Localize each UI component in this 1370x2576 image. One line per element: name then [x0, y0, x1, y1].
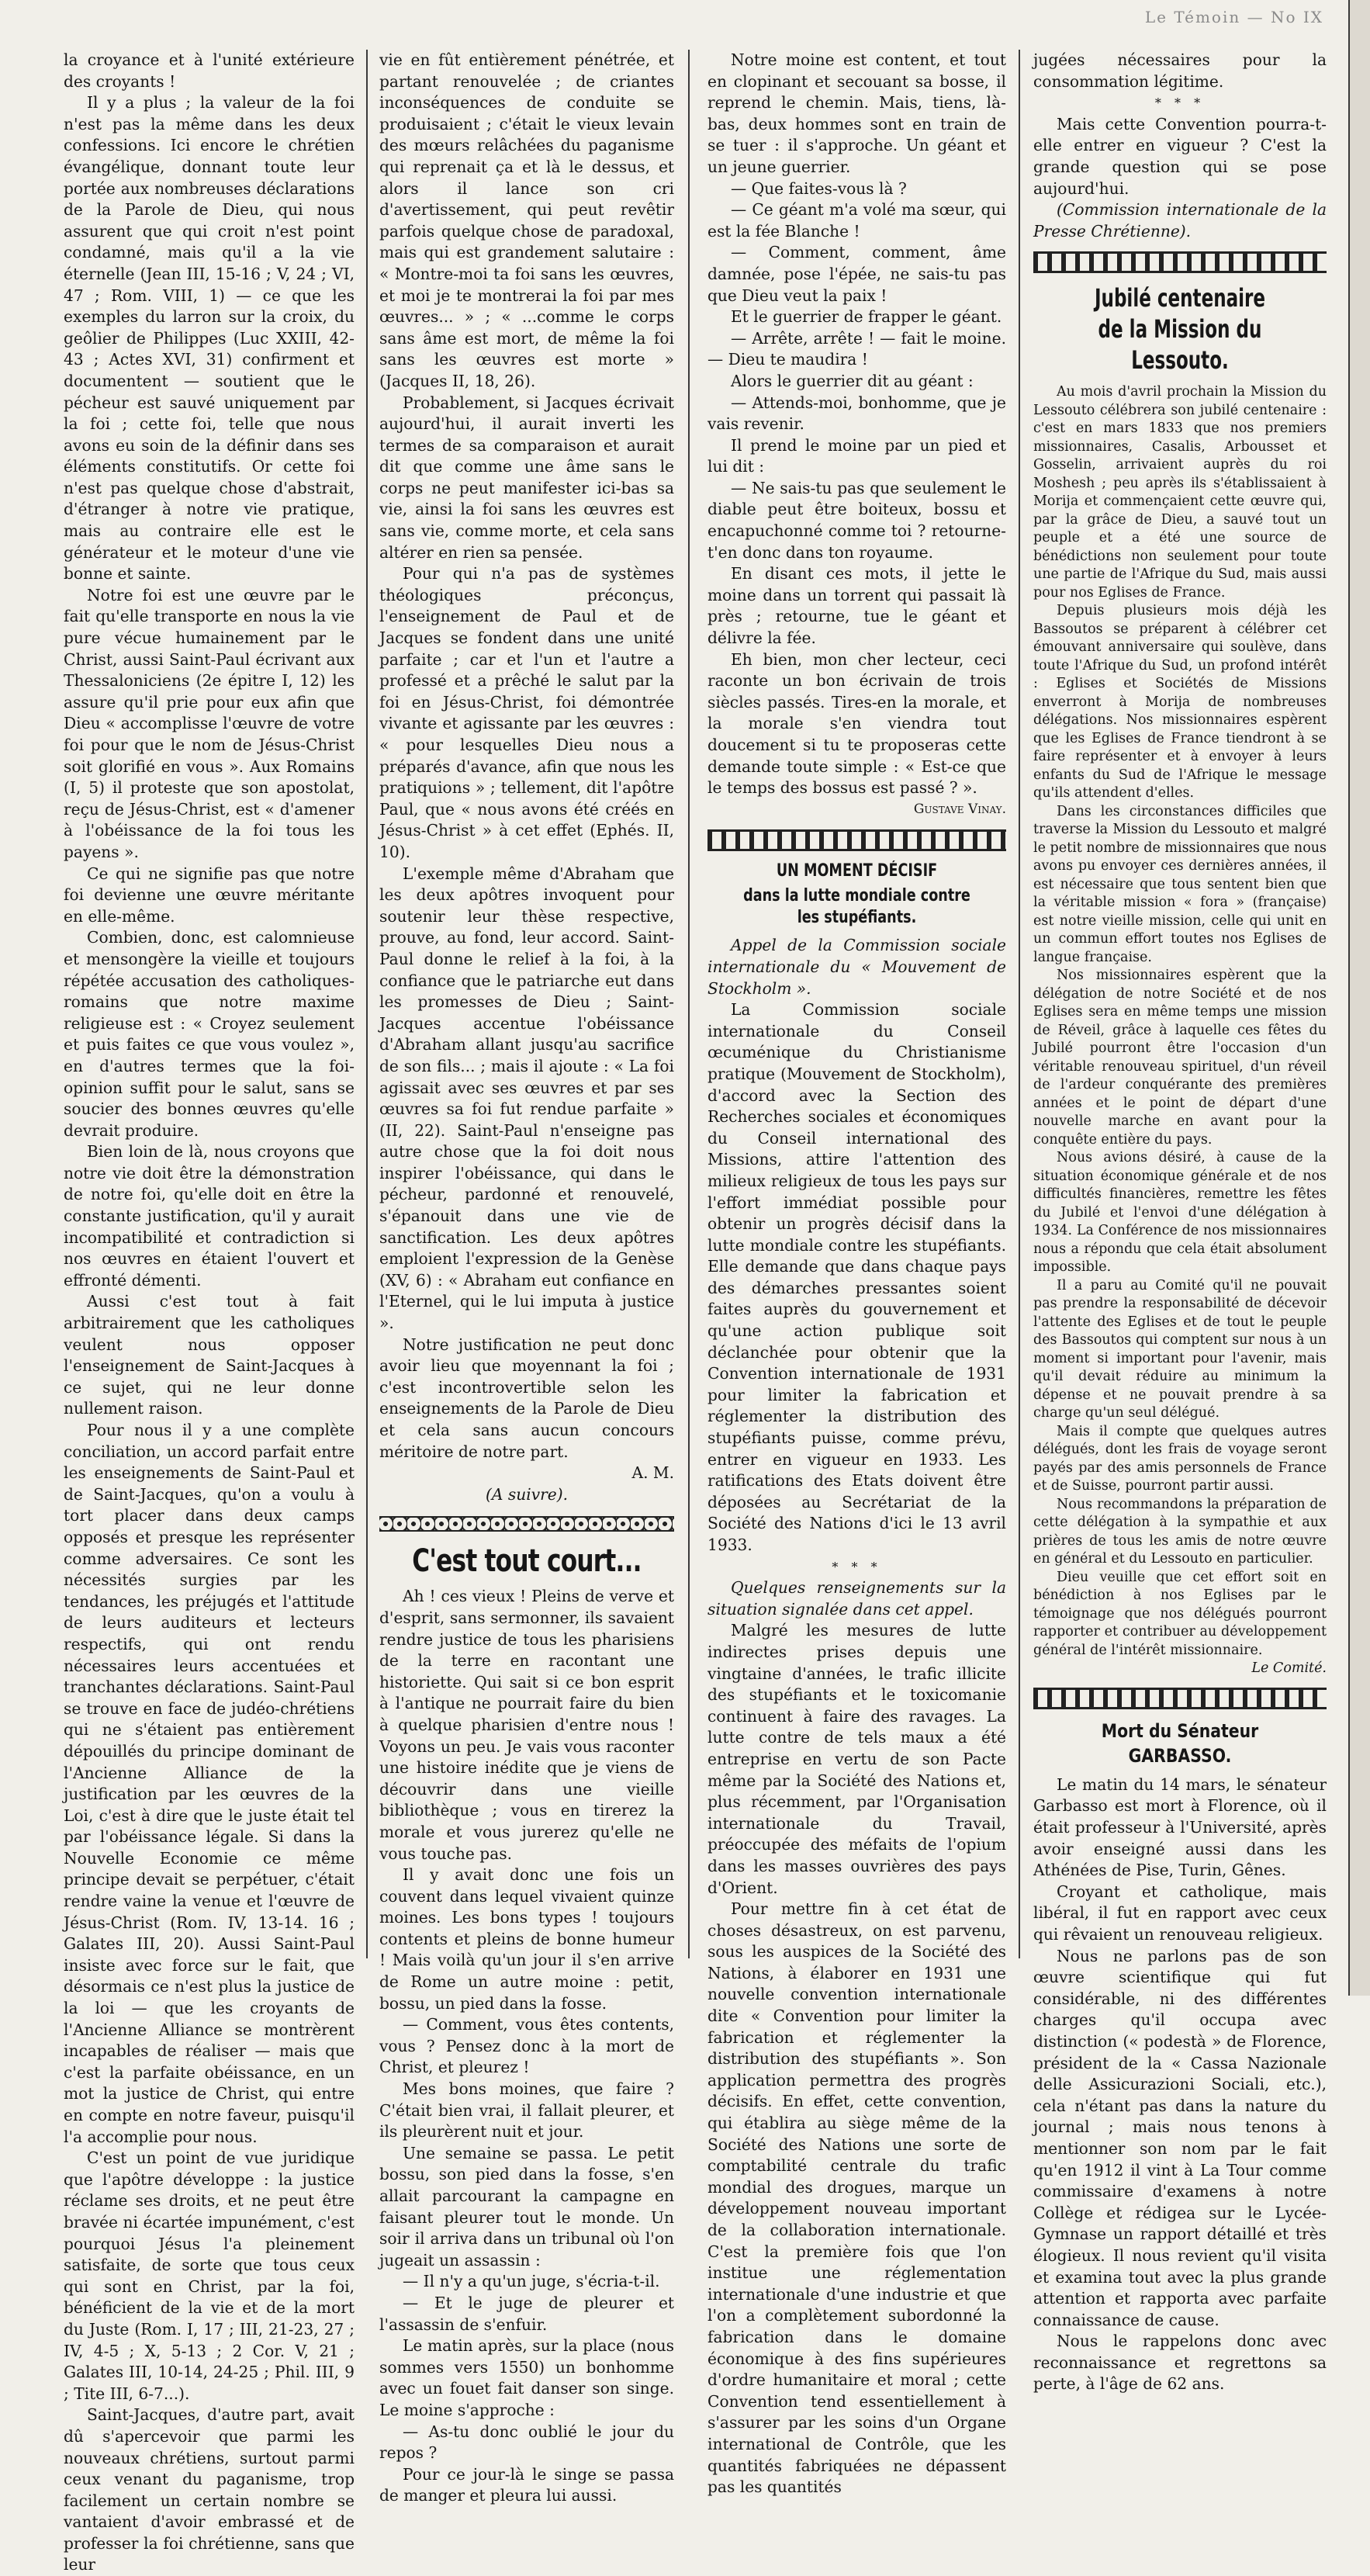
running-head: Le Témoin — No IX [1144, 8, 1323, 26]
column-3 [707, 50, 1006, 2497]
paragraph: Notre justification ne peut donc avoir lieu que moyennant la foi ; c'est incontrovertible selon les enseignements de la Parole de Dieu et cela sans aucun concours méritoire de notre part. [379, 1335, 674, 1461]
ornament-divider [1033, 251, 1327, 273]
paragraph: Nous ne parlons pas de son œuvre scientifique qui fut considérable, ni des différentes charges qu'il occupa avec distinction (« podestà » de Florence, président de la « Cassa Nazionale delle Assicurazioni Sociali, etc.), cela n'étant pas dans la nature du journal ; mais nous tenons à mentionner son nom par le fait qu'en 1912 il vint à La Tour comme commissaire d'examens à notre Collège et rédigea sur le Lycée-Gymnase un rapport détaillé et très élogieux. Il nous revient qu'il visita et examina tout avec la plus grande attention et rapporta avec parfaite connaissance de cause. [1033, 1946, 1327, 2329]
paragraph: — Comment, comment, âme damnée, pose l'épée, ne sais-tu pas que Dieu veut la paix ! [707, 243, 1006, 305]
section-stars: * * * [1154, 95, 1206, 111]
paragraph: Pour ce jour-là le singe se passa de manger et pleura lui aussi. [379, 2464, 674, 2505]
paragraph: Bien loin de là, nous croyons que notre vie doit être la démonstration de notre foi, qu'elle doit en être la constante justification, qu'il y aurait incompatibilité et contradiction si nos œuvres en étaient l'ouvert et effronté démenti. [64, 1142, 355, 1290]
paragraph: Alors le guerrier dit au géant : [731, 371, 974, 390]
paragraph: Mais cette Convention pourra-t-elle entrer en vigueur ? C'est la grande question qui se pose aujourd'hui. [1033, 114, 1327, 198]
paragraph: La Commission sociale internationale du Conseil œcuménique du Christianisme pratique (Mouvement de Stockholm), d'accord avec la Section des Recherches sociales et économiques du Conseil international des Missions, attire l'attention des milieux religieux de tous les pays sur l'effort immédiat possible pour obtenir un progrès décisif dans la lutte mondiale contre les stupéfiants. Elle demande que dans chaque pays des démarches pressantes soient faites auprès du gouvernement et qu'une action publique soit déclanchée pour obtenir que la Convention internationale de 1931 pour limiter la fabrication et réglementer la distribution des stupéfiants puisse, comme prévu, entrer en vigueur en 1933. Les ratifications des Etats doivent être déposées au Secrétariat de la Société des Nations d'ici le 13 avril 1933. [707, 1000, 1006, 1554]
paragraph: Croyant et catholique, mais libéral, il fut en rapport avec ceux qui rêvaient un renouveau religieux. [1033, 1882, 1327, 1944]
paragraph: — Et le juge de pleurer et l'assassin de s'enfuir. [379, 2293, 674, 2334]
paragraph: Le matin après, sur la place (nous sommes vers 1550) un bonhomme avec un fouet fait danser son singe. Le moine s'approche : [379, 2336, 674, 2419]
paragraph: Pour mettre fin à cet état de choses désastreux, on est parvenu, sous les auspices de la Société des Nations, à élaborer en 1931 une nouvelle convention internationale dite « Convention pour limiter la fabrication et réglementer la distribution des stupéfiants ». Son application permettra des progrès décisifs. En effet, cette convention, qui établira au siège même de la Société des Nations une sorte de comptabilité centrale du trafic mondial des drogues, marque un développement nouveau important de la collaboration internationale. C'est la première fois que l'on institue une réglementation internationale d'une industrie et que l'on a complètement subordonné la fabrication dans le domaine économique à des fins supérieures d'ordre humanitaire et moral ; cette Convention tend essentiellement à s'assurer par les soins d'un Organe international de Contrôle, que les quantités fabriquées ne dépassent pas les quantités [707, 1899, 1006, 2497]
paragraph: jugées nécessaires pour la consommation légitime. [1033, 50, 1327, 91]
paragraph: vie en fût entièrement pénétrée, et partant renouvelée ; de criantes inconséquences de conduite se produisaient ; c'était le vieux levain des mœurs relâchées du paganisme qui reprenait ça et là le dessus, et alors il lance son cri d'avertissement, qui peut revêtir parfois quelque chose de paradoxal, mais qui est grandement salutaire : « Montre-moi ta foi sans les œuvres, et moi je te montrerai la foi par mes œuvres... » ; « ...comme le corps sans âme est mort, de même la foi sans les œuvres est morte » (Jacques II, 18, 26). [379, 50, 674, 390]
paragraph: Et le guerrier de frapper le géant. [731, 307, 1002, 327]
paragraph: Malgré les mesures de lutte indirectes prises depuis une vingtaine d'années, le trafic illicite des stupéfiants et le toxicomanie continuent à faire des ravages. La lutte contre de tels maux a été entreprise en vertu de son Pacte même par la Société des Nations et, plus récemment, par l'Organisation internationale du Travail, préoccupée des méfaits de l'opium dans les masses ouvrières des pays d'Orient. [707, 1621, 1006, 1897]
article-title: UN MOMENT DÉCISIF [776, 861, 938, 881]
paragraph: Nous le rappelons donc avec reconnaissance et regrettons sa perte, à l'âge de 62 ans. [1033, 2332, 1327, 2394]
section-stars: * * * [832, 1559, 882, 1574]
ornament-divider [379, 1516, 674, 1532]
article-title: Jubilé centenaire [1094, 283, 1266, 313]
paragraph: Il a paru au Comité qu'il ne pouvait pas prendre la responsabilité de décevoir l'attente des Eglises et de tout le peuple des Bassoutos qui comptent sur nous à un moment si important pour l'avenir, mais qu'il devait réduire au minimum la dépense et ne pouvait prendre à sa charge qu'un seul délégué. [1033, 1277, 1327, 1421]
paragraph: — As-tu donc oublié le jour du repos ? [379, 2422, 674, 2463]
article-title-line-2: de la Mission du Lessouto. [1098, 314, 1262, 376]
info-caption: Quelques renseignements sur la situation signalée dans cet appel. [707, 1578, 1006, 1619]
column-2 [379, 50, 674, 2505]
paragraph: Eh bien, mon cher lecteur, ceci raconte un bon écrivain de trois siècles passés. Tires-en la morale, et la morale s'en viendra tout doucement si tu te proposeras cette demande toute simple : « Est-ce que le temps des bossus est passé ? ». [707, 649, 1006, 798]
paragraph: Nos missionnaires espèrent que la délégation de notre Société et de nos Eglises sera en même temps une mission de Réveil, grâce à laquelle ces fêtes du Jubilé pourront être l'occasion d'un véritable renouveau spirituel, d'un réveil de l'ardeur conquérante des premières années et le point de départ d'une nouvelle marche en avant pour la conquête entière du pays. [1033, 968, 1327, 1148]
paragraph: Dans les circonstances difficiles que traverse la Mission du Lessouto et malgré le petit nombre de missionnaires que nous avons pu envoyer ces dernières années, il est nécessaire que tous sentent bien que la véritable mission « fora » (française) est notre vieille mission, celle qui unit en un commun effort toutes nos Eglises de langue française. [1033, 803, 1327, 965]
paragraph: Une semaine se passa. Le petit bossu, son pied dans la fosse, s'en allait parcourant la campagne en faisant pleurer tout le monde. Un soir il arriva dans un tribunal où l'on jugeait un assassin : [379, 2143, 674, 2270]
paragraph: Probablement, si Jacques écrivait aujourd'hui, il aurait inverti les termes de sa comparaison et aurait dit que comme une âme sans le corps ne peut manifester ici-bas sa vie, ainsi la foi sans les œuvres est sans vie, comme morte, et cela sans altérer en rien sa pensée. [379, 393, 674, 562]
paragraph: Ah ! ces vieux ! Pleins de verve et d'esprit, sans sermonner, ils savaient rendre justice de tous les pharisiens de la terre en racontant une historiette. Qui sait si ce bon esprit à l'antique ne pourrait faire du bien à quelque pharisien d'entre nous ! Voyons un peu. Je vais vous raconter une histoire inédite que je viens de découvrir dans une vieille bibliothèque ; vous en tirerez la morale et vous jurerez qu'elle ne vous touche pas. [379, 1587, 674, 1863]
author-signature: Gustave Vinay. [913, 801, 1006, 817]
paragraph: En disant ces mots, il jette le moine dans un torrent qui passait là près ; retourne, tue le géant et délivre la fée. [707, 564, 1006, 648]
paragraph: — Attends-moi, bonhomme, que je vais revenir. [707, 393, 1006, 434]
page-edge [1348, 0, 1370, 1996]
paragraph: C'est un point de vue juridique que l'apôtre développe : la justice réclame ses droits, et ne peut être bravée ni écartée impunément, c'est pourquoi Jésus l'a pleinement satisfaite, de sorte que tous ceux qui sont en Christ, par la foi, bénéficient de la vie et de la mort du Juste (Rom. I, 17 ; III, 21-23, 27 ; IV, 4-5 ; X, 5-13 ; 2 Cor. V, 21 ; Galates III, 10-14, 24-25 ; Phil. III, 9 ; Tite III, 6-7...). [64, 2148, 355, 2403]
ornament-divider [1033, 1688, 1327, 1709]
paragraph: Pour nous il y a une complète conciliation, un accord parfait entre les enseignements de Saint-Paul et de Saint-Jacques, qu'on a voulu à tort placer dans deux camps opposés et presque les représenter comme adversaires. Ce sont les nécessités surgies par les tendances, les préjugés et l'attitude de leurs auditeurs et lecteurs respectifs, qui ont rendu nécessaires leurs accentuées et tranchantes déclarations. Saint-Paul se trouve en face de judéo-chrétiens qui ne s'étaient pas entièrement dépouillés du principe dominant de l'Ancienne Alliance de la justification par les œuvres de la Loi, c'est à dire que le juste était tel par l'obéissance légale. Si dans la Nouvelle Economie ce même principe devait se perpétuer, c'était rendre vaine la venue et l'œuvre de Jésus-Christ (Rom. IV, 13-14. 16 ; Galates III, 20). Aussi Saint-Paul insiste avec force sur le fait, que désormais ce n'est plus la justice de la loi — que les croyants de l'Ancienne Alliance se montrèrent incapables de réaliser — mais que c'est la parfaite obéissance, en un mot la justice de Christ, qui entre en compte en notre faveur, puisqu'il l'a accomplie pour nous. [64, 1421, 355, 2146]
paragraph: — Comment, vous êtes contents, vous ? Pensez donc à la mort de Christ, et pleurez ! [379, 2015, 674, 2077]
paragraph: Le matin du 14 mars, le sénateur Garbasso est mort à Florence, où il était professeur à l'Université, après avoir enseigné aussi dans les Athénées de Pise, Turin, Gênes. [1033, 1774, 1327, 1880]
paragraph: Combien, donc, est calomnieuse et mensongère la vieille et toujours répétée accusation des catholiques-romains que notre maxime religieuse est : « Croyez seulement et puis faites ce que vous voulez », en d'autres termes que la foi-opinion suffit pour le salut, sans se soucier des bonnes œuvres qu'elle devrait produire. [64, 928, 355, 1140]
paragraph: Il y avait donc une fois un couvent dans lequel vivaient quinze moines. Les bons types ! toujours contents et pleins de bonne humeur ! Mais voilà qu'un jour il s'en arrive de Rome un autre moine : petit, bossu, un pied dans la fosse. [379, 1865, 674, 2013]
paragraph: Aussi c'est tout à fait arbitrairement que les catholiques veulent nous opposer l'enseignement de Saint-Jacques à ce sujet, qui ne leur donne nullement raison. [64, 1292, 355, 1418]
paragraph: L'exemple même d'Abraham que les deux apôtres invoquent pour soutenir leur thèse respective, prouve, au fond, leur accord. Saint-Paul donne le relief à la foi, à la confiance que le patriarche eut dans les promesses de Dieu ; Saint-Jacques accentue l'obéissance d'Abraham allant jusqu'au sacrifice de son fils... ; mais il ajoute : « La foi agissait avec ses œuvres et par ses œuvres sa foi fut rendue parfaite » (II, 22). Saint-Paul n'enseigne pas autre chose que la foi doit nous inspirer l'obéissance, qui dans le pécheur, pardonné et renouvelé, s'épanouit dans une vie de sanctification. Les deux apôtres emploient l'expression de la Genèse (XV, 6) : « Abraham eut confiance en l'Eternel, qui le lui imputa à justice ». [379, 864, 674, 1333]
column-rule [688, 50, 690, 1958]
paragraph: Mes bons moines, que faire ? C'était bien vrai, il fallait pleurer, et ils pleurèrent nuit et jour. [379, 2079, 674, 2141]
paragraph: Il y a plus ; la valeur de la foi n'est pas la même dans les deux confessions. Ici encore le chrétien évangélique, donnant toute leur portée aux nombreuses déclarations de la Parole de Dieu, qui nous assurent que qui croit n'est point condamné, mais qu'il a la vie éternelle (Jean III, 15-16 ; V, 24 ; VI, 47 ; Rom. VIII, 1) — ce que les exemples du larron sur la croix, du geôlier de Philippes (Luc XXIII, 42-43 ; Actes XVI, 31) confirment et documentent — soutient que le pécheur est sauvé uniquement par la foi ; cette foi, telle que nous avons eu soin de la définir dans ses éléments constitutifs. Or cette foi n'est pas quelque chose d'abstrait, d'étranger à notre vie pratique, mais au contraire elle est le générateur et le moteur d'une vie bonne et sainte. [64, 93, 355, 583]
paragraph: — Arrête, arrête ! — fait le moine. — Dieu te maudira ! [707, 328, 1006, 369]
column-1 [64, 50, 355, 2574]
column-rule [366, 50, 368, 1958]
paragraph: Notre foi est une œuvre par le fait qu'elle transporte en nous la vie pure vécue humainement par le Christ, aussi Saint-Paul écrivant aux Thessaloniciens (2e épitre I, 12) les assure qu'il prie pour eux afin que Dieu « accomplisse l'œuvre de votre foi pour que le nom de Jésus-Christ soit glorifié en vous ». Aux Romains (I, 5) il proteste que son apostolat, reçu de Jésus-Christ, est « d'amener à l'obéissance de la foi tous les payens ». [64, 585, 355, 861]
paragraph: Au mois d'avril prochain la Mission du Lessouto célébrera son jubilé centenaire : c'est en mars 1833 que nos premiers missionnaires, Casalis, Arbousset et Gosselin, arrivaient auprès du roi Moshesh ; peu après ils s'établissaient à Morija et commençaient cette œuvre qui, par la grâce de Dieu, a sauvé tout un peuple et a été une source de bénédictions non seulement pour toute une partie de l'Afrique du Sud, mais aussi pour nos Eglises de France. [1033, 384, 1327, 601]
paragraph: Notre moine est content, et tout en clopinant et secouant sa bosse, il reprend le chemin. Mais, tiens, là-bas, deux hommes sont en train de se tuer : il s'approche. Un géant et un jeune guerrier. [707, 50, 1006, 176]
paragraph: Mais il compte que quelques autres délégués, dont les frais de voyage seront payés par des amis personnels de France et de Suisse, pourront partir aussi. [1033, 1423, 1327, 1494]
paragraph: Saint-Jacques, d'autre part, avait dû s'apercevoir que parmi les nouveaux chrétiens, surtout parmi ceux venant du paganisme, trop facilement un certain nombre se vantaient d'avoir embrassé et de professer la foi chrétienne, sans que leur [64, 2405, 355, 2574]
paragraph: — Ne sais-tu pas que seulement le diable peut être boiteux, bossu et encapuchonné comme toi ? retourne-t'en donc dans ton royaume. [707, 478, 1006, 562]
author-signature: Le Comité. [1251, 1660, 1327, 1677]
paragraph: Pour qui n'a pas de systèmes théologiques préconçus, l'enseignement de Paul et de Jacques se fondent dans une unité parfaite ; car et l'un et l'autre a professé et a prêché le salut par la foi en Jésus-Christ, foi démontrée vivante et agissante par les œuvres : « pour lesquelles Dieu nous a préparés d'avance, afin que nous les pratiquions » ; tellement, dit l'apôtre Paul, que « nous avons été créés en Jésus-Christ » à cet effet (Ephés. II, 10). [379, 564, 674, 861]
paragraph: Nous avions désiré, à cause de la situation économique générale et de nos difficultés financières, remettre les fêtes du Jubilé et l'envoi d'une délégation à 1934. La Conférence de nos missionnaires nous a répondu que cela était absolument impossible. [1033, 1150, 1327, 1276]
appeal-caption: Appel de la Commission sociale internationale du « Mouvement de Stockholm ». [707, 936, 1006, 998]
paragraph: — Que faites-vous là ? [731, 178, 907, 198]
article-subtitle: dans la lutte mondiale contre les stupéfiants. [743, 886, 970, 928]
paragraph: Dieu veuille que cet effort soit en bénédiction à nos Eglises par le témoignage que nos délégués pourront rapporter et contribuer au développement général de l'intérêt missionnaire. [1033, 1569, 1327, 1658]
paragraph: Depuis plusieurs mois déjà les Bassoutos se préparent à célébrer cet émouvant anniversaire qui soulève, dans toute l'Afrique du Sud, un profond intérêt : Eglises et Sociétés de Missions enverront à Morija de nombreuses délégations. Nos missionnaires espèrent que les Eglises de France tiendront à se faire représenter et à envoyer à leurs enfants du Sud de l'Afrique le message qu'ils attendent d'elles. [1033, 603, 1327, 802]
to-be-continued: (A suivre). [486, 1484, 568, 1504]
article-title: C'est tout court... [412, 1543, 642, 1580]
column-4 [1033, 50, 1327, 2394]
ornament-divider [707, 829, 1006, 851]
column-rule [1019, 50, 1020, 1958]
paragraph: la croyance et à l'unité extérieure des croyants ! [64, 50, 355, 91]
running-head-strip [0, 0, 1370, 34]
paragraph: Il prend le moine par un pied et lui dit : [707, 435, 1006, 476]
author-signature: A. M. [631, 1463, 674, 1483]
paragraph: Ce qui ne signifie pas que notre foi devienne une œuvre méritante en elle-même. [64, 864, 355, 926]
paragraph: Nous recommandons la préparation de cette délégation à la sympathie et aux prières de tous les amis de notre œuvre en général et du Lessouto en particulier. [1033, 1496, 1327, 1567]
paragraph: — Ce géant m'a volé ma sœur, qui est la fée Blanche ! [707, 200, 1006, 241]
source-note: (Commission internationale de la Presse Chrétienne). [1033, 200, 1327, 241]
paragraph: — Il n'y a qu'un juge, s'écria-t-il. [403, 2272, 660, 2291]
article-title: Mort du Sénateur GARBASSO. [1101, 1719, 1259, 1767]
